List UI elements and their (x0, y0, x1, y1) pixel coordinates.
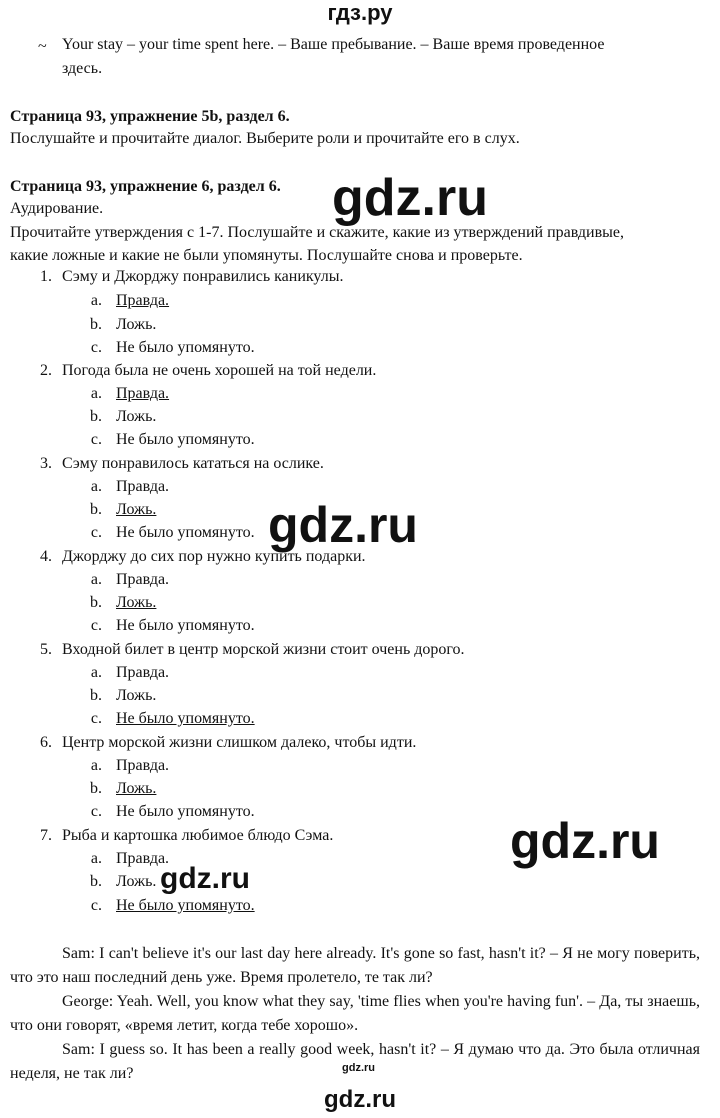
question-number: 6. (40, 734, 52, 751)
watermark-gdz-small: gdz.ru (160, 862, 250, 895)
question-text: Рыба и картошка любимое блюдо Сэма. (62, 827, 334, 844)
dialogue-paragraph-2: George: Yeah. Well, you know what they say, 'time flies when you're having fun'. – Да, ты знаешь, что они говорят, «время летит, когда тебе хорошо». (10, 993, 700, 1034)
option-letter: b. (90, 873, 102, 890)
question-number: 4. (40, 548, 52, 565)
option-text-selected: Правда. (116, 292, 170, 309)
option-text: Не было упомянуто. (116, 617, 255, 634)
option-letter: c. (90, 710, 102, 727)
question-text: Входной билет в центр морской жизни стоит очень дорого. (62, 641, 465, 658)
option-text-selected: Ложь. (116, 780, 157, 797)
site-footer: gdz.ru (324, 1086, 396, 1113)
question-number: 5. (40, 641, 52, 658)
option-text: Не было упомянуто. (116, 339, 255, 356)
option-text: Ложь. (116, 316, 157, 333)
question-number: 3. (40, 455, 52, 472)
option-letter: c. (90, 803, 102, 820)
option-text: Ложь. (116, 873, 157, 890)
option-text: Ложь. (116, 687, 157, 704)
option-text: Правда. (116, 571, 170, 588)
ex6-subtitle: Аудирование. (10, 200, 104, 217)
option-letter: a. (90, 757, 102, 774)
option-text: Ложь. (116, 408, 157, 425)
option-letter: a. (90, 571, 102, 588)
option-text: Правда. (116, 850, 170, 867)
ex5b-text: Послушайте и прочитайте диалог. Выберите роли и прочитайте его в слух. (10, 130, 520, 147)
watermark-gdz-3: gdz.ru (510, 813, 660, 869)
option-text-selected: Ложь. (116, 594, 157, 611)
vocab-line-1: Your stay – your time spent here. – Ваше пребывание. – Ваше время проведенное (62, 36, 605, 53)
option-text: Правда. (116, 757, 170, 774)
ex6-instruction-2: какие ложные и какие не были упомянуты. Послушайте снова и проверьте. (10, 247, 523, 264)
ex5b-heading: Страница 93, упражнение 5b, раздел 6. (10, 108, 290, 125)
option-letter: b. (90, 687, 102, 704)
option-letter: c. (90, 897, 102, 914)
option-letter: a. (90, 385, 102, 402)
question-text: Сэму понравилось кататься на ослике. (62, 455, 324, 472)
dialogue-paragraph-1: Sam: I can't believe it's our last day here already. It's gone so fast, hasn't it? – Я не могу поверить, что это наш последний день уже. Время пролетело, те так ли? (10, 945, 700, 986)
option-text: Не было упомянуто. (116, 431, 255, 448)
watermark-gdz-2: gdz.ru (268, 497, 418, 553)
site-header: гдз.ру (327, 0, 393, 25)
option-text-selected: Ложь. (116, 501, 157, 518)
question-text: Сэму и Джорджу понравились каникулы. (62, 268, 344, 285)
option-letter: c. (90, 339, 102, 356)
vocab-bullet: ~ (38, 38, 47, 55)
ex6-heading: Страница 93, упражнение 6, раздел 6. (10, 178, 281, 195)
ex6-instruction-1: Прочитайте утверждения с 1-7. Послушайте и скажите, какие из утверждений правдивые, (10, 224, 625, 241)
option-text: Не было упомянуто. (116, 524, 255, 541)
option-letter: c. (90, 617, 102, 634)
question-number: 1. (40, 268, 52, 285)
option-letter: b. (90, 594, 102, 611)
watermark-gdz-1: gdz.ru (332, 169, 488, 227)
option-letter: c. (90, 431, 102, 448)
question-text: Джорджу до сих пор нужно купить подарки. (62, 548, 366, 565)
option-letter: b. (90, 780, 102, 797)
option-letter: a. (90, 292, 102, 309)
option-text-selected: Правда. (116, 385, 170, 402)
option-letter: a. (90, 850, 102, 867)
watermark-gdz-tiny: gdz.ru (342, 1062, 375, 1074)
option-letter: a. (90, 664, 102, 681)
option-letter: b. (90, 316, 102, 333)
dialogue-paragraph-3: Sam: I guess so. It has been a really good week, hasn't it? – Я думаю что да. Это была отличная неделя, не так ли? (10, 1041, 700, 1082)
question-number: 7. (40, 827, 52, 844)
option-text: Не было упомянуто. (116, 803, 255, 820)
vocab-line-2: здесь. (62, 60, 103, 77)
option-text: Правда. (116, 478, 170, 495)
option-text: Правда. (116, 664, 170, 681)
question-text: Центр морской жизни слишком далеко, чтобы идти. (62, 734, 417, 751)
option-letter: a. (90, 478, 102, 495)
option-text-selected: Не было упомянуто. (116, 710, 255, 727)
question-text: Погода была не очень хорошей на той недели. (62, 362, 377, 379)
option-letter: b. (90, 501, 102, 518)
option-letter: c. (90, 524, 102, 541)
option-text-selected: Не было упомянуто. (116, 897, 255, 914)
question-number: 2. (40, 362, 52, 379)
option-letter: b. (90, 408, 102, 425)
